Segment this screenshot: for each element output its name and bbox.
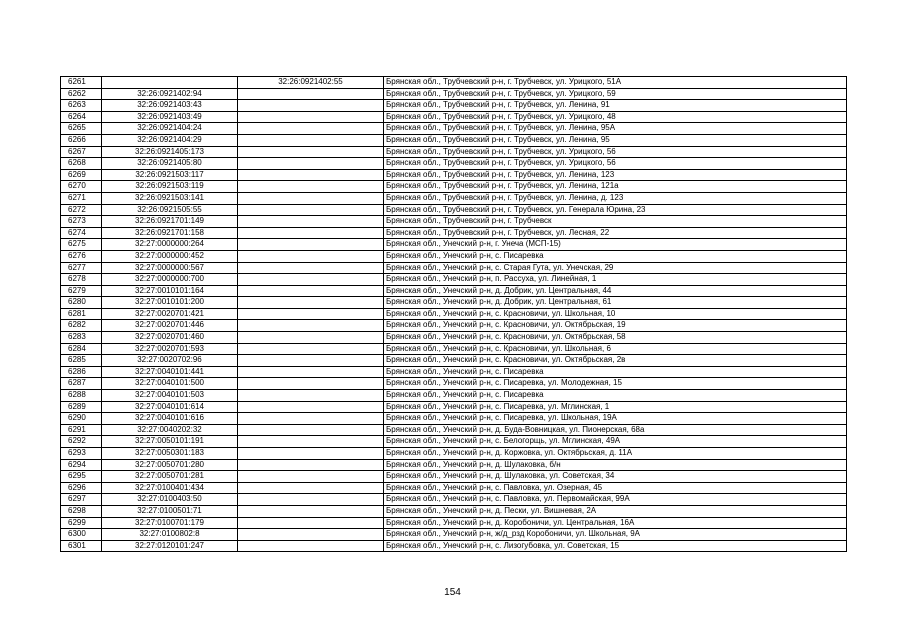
related-cadastral-number-cell xyxy=(238,158,384,170)
table-row xyxy=(61,366,847,378)
row-number-cell: 6279 xyxy=(61,285,102,297)
address-cell: Брянская обл., Унечский р-н, с. Писаревка, ул. Молодежная, 15 xyxy=(384,378,847,390)
cadastral-number-cell: 32:27:0020701:460 xyxy=(102,332,238,344)
address-cell: Брянская обл., Унечский р-н, д. Шулаковка, ул. Советская, 34 xyxy=(384,471,847,483)
table-row xyxy=(61,413,847,425)
related-cadastral-number-cell xyxy=(238,471,384,483)
table-row xyxy=(61,459,847,471)
related-cadastral-number-cell xyxy=(238,448,384,460)
related-cadastral-number-cell xyxy=(238,88,384,100)
table-row xyxy=(61,181,847,193)
table-row xyxy=(61,471,847,483)
table-row xyxy=(61,204,847,216)
related-cadastral-number-cell xyxy=(238,529,384,541)
related-cadastral-number-cell xyxy=(238,459,384,471)
address-cell: Брянская обл., Трубчевский р-н, г. Трубчевск, ул. Ленина, д. 123 xyxy=(384,192,847,204)
row-number-cell: 6269 xyxy=(61,169,102,181)
cadastral-number-cell: 32:27:0040101:503 xyxy=(102,390,238,402)
table-row xyxy=(61,262,847,274)
address-cell: Брянская обл., Трубчевский р-н, г. Трубчевск, ул. Генерала Юрина, 23 xyxy=(384,204,847,216)
row-number-cell: 6274 xyxy=(61,227,102,239)
related-cadastral-number-cell xyxy=(238,250,384,262)
cadastral-number-cell: 32:26:0921503:119 xyxy=(102,181,238,193)
address-cell: Брянская обл., Унечский р-н, с. Павловка, ул. Первомайская, 99А xyxy=(384,494,847,506)
cadastral-number-cell: 32:27:0000000:700 xyxy=(102,274,238,286)
table-row xyxy=(61,355,847,367)
address-cell: Брянская обл., Унечский р-н, с. Писаревка, ул. Школьная, 19А xyxy=(384,413,847,425)
row-number-cell: 6281 xyxy=(61,308,102,320)
address-cell: Брянская обл., Трубчевский р-н, г. Трубчевск, ул. Урицкого, 59 xyxy=(384,88,847,100)
cadastral-number-cell: 32:27:0100501:71 xyxy=(102,505,238,517)
address-cell: Брянская обл., Унечский р-н, д. Буда-Вовницкая, ул. Пионерская, 68а xyxy=(384,424,847,436)
address-cell: Брянская обл., Трубчевский р-н, г. Трубчевск, ул. Урицкого, 48 xyxy=(384,111,847,123)
cadastral-number-cell: 32:27:0040101:441 xyxy=(102,366,238,378)
table-row xyxy=(61,100,847,112)
address-cell: Брянская обл., Унечский р-н, д. Шулаковка, б/н xyxy=(384,459,847,471)
related-cadastral-number-cell xyxy=(238,505,384,517)
table-row xyxy=(61,227,847,239)
table-row xyxy=(61,424,847,436)
address-cell: Брянская обл., Унечский р-н, с. Белогорщь, ул. Мглинская, 49А xyxy=(384,436,847,448)
cadastral-number-cell: 32:26:0921503:117 xyxy=(102,169,238,181)
cadastral-number-cell: 32:27:0100802:8 xyxy=(102,529,238,541)
row-number-cell: 6294 xyxy=(61,459,102,471)
table-row xyxy=(61,401,847,413)
address-cell: Брянская обл., Трубчевский р-н, г. Трубчевск, ул. Урицкого, 56 xyxy=(384,146,847,158)
table-row xyxy=(61,517,847,529)
table-row xyxy=(61,332,847,344)
row-number-cell: 6290 xyxy=(61,413,102,425)
cadastral-number-cell: 32:27:0020702:96 xyxy=(102,355,238,367)
related-cadastral-number-cell xyxy=(238,378,384,390)
cadastral-number-cell: 32:27:0040202:32 xyxy=(102,424,238,436)
related-cadastral-number-cell xyxy=(238,517,384,529)
address-cell: Брянская обл., Трубчевский р-н, г. Трубчевск xyxy=(384,216,847,228)
address-cell: Брянская обл., Трубчевский р-н, г. Трубчевск, ул. Ленина, 121а xyxy=(384,181,847,193)
related-cadastral-number-cell xyxy=(238,285,384,297)
row-number-cell: 6300 xyxy=(61,529,102,541)
row-number-cell: 6285 xyxy=(61,355,102,367)
related-cadastral-number-cell xyxy=(238,401,384,413)
table-row xyxy=(61,88,847,100)
table-row xyxy=(61,494,847,506)
cadastral-number-cell: 32:27:0040101:500 xyxy=(102,378,238,390)
table-row xyxy=(61,192,847,204)
row-number-cell: 6272 xyxy=(61,204,102,216)
cadastral-number-cell: 32:26:0921403:43 xyxy=(102,100,238,112)
related-cadastral-number-cell xyxy=(238,227,384,239)
address-cell: Брянская обл., Трубчевский р-н, г. Трубчевск, ул. Ленина, 95 xyxy=(384,134,847,146)
related-cadastral-number-cell xyxy=(238,204,384,216)
cadastral-number-cell: 32:26:0921701:149 xyxy=(102,216,238,228)
cadastral-number-cell: 32:27:0000000:567 xyxy=(102,262,238,274)
row-number-cell: 6280 xyxy=(61,297,102,309)
cadastral-number-cell: 32:26:0921402:94 xyxy=(102,88,238,100)
address-cell: Брянская обл., Унечский р-н, с. Павловка, ул. Озерная, 45 xyxy=(384,482,847,494)
table-row xyxy=(61,436,847,448)
table-row xyxy=(61,274,847,286)
table-row xyxy=(61,285,847,297)
related-cadastral-number-cell xyxy=(238,274,384,286)
table-row xyxy=(61,343,847,355)
page-number: 154 xyxy=(444,587,461,598)
cadastral-number-cell: 32:26:0921403:49 xyxy=(102,111,238,123)
table-row xyxy=(61,529,847,541)
row-number-cell: 6278 xyxy=(61,274,102,286)
table-row xyxy=(61,239,847,251)
cadastral-number-cell: 32:27:0020701:421 xyxy=(102,308,238,320)
related-cadastral-number-cell xyxy=(238,146,384,158)
cadastral-number-cell: 32:27:0000000:452 xyxy=(102,250,238,262)
table-row xyxy=(61,77,847,89)
related-cadastral-number-cell xyxy=(238,100,384,112)
table-row xyxy=(61,505,847,517)
cadastral-number-cell: 32:27:0120101:247 xyxy=(102,540,238,552)
row-number-cell: 6261 xyxy=(61,77,102,89)
row-number-cell: 6266 xyxy=(61,134,102,146)
address-cell: Брянская обл., Трубчевский р-н, г. Трубчевск, ул. Ленина, 95А xyxy=(384,123,847,135)
table-row xyxy=(61,320,847,332)
cadastral-number-cell: 32:27:0010101:200 xyxy=(102,297,238,309)
cadastral-number-cell: 32:27:0100701:179 xyxy=(102,517,238,529)
related-cadastral-number-cell xyxy=(238,320,384,332)
cadastral-number-cell: 32:26:0921404:24 xyxy=(102,123,238,135)
address-cell: Брянская обл., Унечский р-н, с. Писаревка xyxy=(384,390,847,402)
cadastral-number-cell: 32:26:0921405:80 xyxy=(102,158,238,170)
row-number-cell: 6293 xyxy=(61,448,102,460)
table-row xyxy=(61,158,847,170)
table-row xyxy=(61,297,847,309)
cadastral-number-cell: 32:26:0921404:29 xyxy=(102,134,238,146)
cadastral-number-cell: 32:27:0050701:281 xyxy=(102,471,238,483)
cadastral-number-cell: 32:27:0100401:434 xyxy=(102,482,238,494)
related-cadastral-number-cell xyxy=(238,332,384,344)
address-cell: Брянская обл., Трубчевский р-н, г. Трубчевск, ул. Ленина, 123 xyxy=(384,169,847,181)
related-cadastral-number-cell xyxy=(238,355,384,367)
address-cell: Брянская обл., Унечский р-н, д. Добрик, ул. Центральная, 44 xyxy=(384,285,847,297)
address-cell: Брянская обл., Унечский р-н, д. Коржовка, ул. Октябрьская, д. 11А xyxy=(384,448,847,460)
row-number-cell: 6267 xyxy=(61,146,102,158)
table-row xyxy=(61,390,847,402)
property-registry-table xyxy=(60,76,847,552)
row-number-cell: 6298 xyxy=(61,505,102,517)
table-row xyxy=(61,216,847,228)
related-cadastral-number-cell: 32:26:0921402:55 xyxy=(238,77,384,89)
table-row xyxy=(61,482,847,494)
address-cell: Брянская обл., Трубчевский р-н, г. Трубчевск, ул. Урицкого, 51А xyxy=(384,77,847,89)
address-cell: Брянская обл., Унечский р-н, п. Рассуха, ул. Линейная, 1 xyxy=(384,274,847,286)
row-number-cell: 6263 xyxy=(61,100,102,112)
related-cadastral-number-cell xyxy=(238,494,384,506)
table-row xyxy=(61,146,847,158)
cadastral-number-cell: 32:27:0050101:191 xyxy=(102,436,238,448)
row-number-cell: 6299 xyxy=(61,517,102,529)
related-cadastral-number-cell xyxy=(238,111,384,123)
table-row xyxy=(61,540,847,552)
address-cell: Брянская обл., Унечский р-н, с. Лизогубовка, ул. Советская, 15 xyxy=(384,540,847,552)
related-cadastral-number-cell xyxy=(238,192,384,204)
row-number-cell: 6275 xyxy=(61,239,102,251)
row-number-cell: 6289 xyxy=(61,401,102,413)
row-number-cell: 6286 xyxy=(61,366,102,378)
related-cadastral-number-cell xyxy=(238,540,384,552)
related-cadastral-number-cell xyxy=(238,216,384,228)
related-cadastral-number-cell xyxy=(238,424,384,436)
cadastral-number-cell: 32:27:0050701:280 xyxy=(102,459,238,471)
related-cadastral-number-cell xyxy=(238,169,384,181)
cadastral-number-cell: 32:27:0020701:593 xyxy=(102,343,238,355)
address-cell: Брянская обл., Унечский р-н, с. Красновичи, ул. Октябрьская, 2в xyxy=(384,355,847,367)
row-number-cell: 6277 xyxy=(61,262,102,274)
related-cadastral-number-cell xyxy=(238,390,384,402)
row-number-cell: 6291 xyxy=(61,424,102,436)
row-number-cell: 6288 xyxy=(61,390,102,402)
table-row xyxy=(61,308,847,320)
row-number-cell: 6284 xyxy=(61,343,102,355)
table-row xyxy=(61,378,847,390)
address-cell: Брянская обл., Унечский р-н, с. Писаревка, ул. Мглинская, 1 xyxy=(384,401,847,413)
address-cell: Брянская обл., Трубчевский р-н, г. Трубчевск, ул. Урицкого, 56 xyxy=(384,158,847,170)
address-cell: Брянская обл., Унечский р-н, с. Красновичи, ул. Школьная, 6 xyxy=(384,343,847,355)
row-number-cell: 6301 xyxy=(61,540,102,552)
row-number-cell: 6282 xyxy=(61,320,102,332)
related-cadastral-number-cell xyxy=(238,123,384,135)
row-number-cell: 6296 xyxy=(61,482,102,494)
row-number-cell: 6297 xyxy=(61,494,102,506)
cadastral-number-cell: 32:26:0921505:55 xyxy=(102,204,238,216)
related-cadastral-number-cell xyxy=(238,297,384,309)
row-number-cell: 6292 xyxy=(61,436,102,448)
row-number-cell: 6268 xyxy=(61,158,102,170)
row-number-cell: 6287 xyxy=(61,378,102,390)
cadastral-number-cell: 32:27:0010101:164 xyxy=(102,285,238,297)
address-cell: Брянская обл., Унечский р-н, д. Коробоничи, ул. Центральная, 16А xyxy=(384,517,847,529)
row-number-cell: 6295 xyxy=(61,471,102,483)
address-cell: Брянская обл., Унечский р-н, д. Пески, ул. Вишневая, 2А xyxy=(384,505,847,517)
row-number-cell: 6276 xyxy=(61,250,102,262)
table-row xyxy=(61,169,847,181)
related-cadastral-number-cell xyxy=(238,482,384,494)
cadastral-number-cell: 32:27:0040101:614 xyxy=(102,401,238,413)
address-cell: Брянская обл., Унечский р-н, с. Красновичи, ул. Октябрьская, 58 xyxy=(384,332,847,344)
cadastral-number-cell: 32:27:0020701:446 xyxy=(102,320,238,332)
table-row xyxy=(61,448,847,460)
related-cadastral-number-cell xyxy=(238,413,384,425)
address-cell: Брянская обл., Унечский р-н, с. Красновичи, ул. Октябрьская, 19 xyxy=(384,320,847,332)
row-number-cell: 6265 xyxy=(61,123,102,135)
row-number-cell: 6271 xyxy=(61,192,102,204)
related-cadastral-number-cell xyxy=(238,181,384,193)
cadastral-number-cell: 32:26:0921503:141 xyxy=(102,192,238,204)
related-cadastral-number-cell xyxy=(238,262,384,274)
related-cadastral-number-cell xyxy=(238,436,384,448)
row-number-cell: 6264 xyxy=(61,111,102,123)
row-number-cell: 6270 xyxy=(61,181,102,193)
related-cadastral-number-cell xyxy=(238,366,384,378)
related-cadastral-number-cell xyxy=(238,239,384,251)
address-cell: Брянская обл., Трубчевский р-н, г. Трубчевск, ул. Ленина, 91 xyxy=(384,100,847,112)
cadastral-number-cell: 32:26:0921701:158 xyxy=(102,227,238,239)
registry-table-body xyxy=(61,77,847,552)
table-row xyxy=(61,111,847,123)
address-cell: Брянская обл., Унечский р-н, с. Старая Гута, ул. Унечская, 29 xyxy=(384,262,847,274)
related-cadastral-number-cell xyxy=(238,308,384,320)
cadastral-number-cell xyxy=(102,77,238,89)
address-cell: Брянская обл., Трубчевский р-н, г. Трубчевск, ул. Лесная, 22 xyxy=(384,227,847,239)
cadastral-number-cell: 32:26:0921405:173 xyxy=(102,146,238,158)
related-cadastral-number-cell xyxy=(238,134,384,146)
row-number-cell: 6273 xyxy=(61,216,102,228)
cadastral-number-cell: 32:27:0000000:264 xyxy=(102,239,238,251)
address-cell: Брянская обл., Унечский р-н, д. Добрик, ул. Центральная, 61 xyxy=(384,297,847,309)
address-cell: Брянская обл., Унечский р-н, г. Унеча (МСП-15) xyxy=(384,239,847,251)
address-cell: Брянская обл., Унечский р-н, ж/д_рзд Коробоничи, ул. Школьная, 9А xyxy=(384,529,847,541)
cadastral-number-cell: 32:27:0040101:616 xyxy=(102,413,238,425)
table-row xyxy=(61,250,847,262)
address-cell: Брянская обл., Унечский р-н, с. Писаревка xyxy=(384,250,847,262)
row-number-cell: 6283 xyxy=(61,332,102,344)
table-row xyxy=(61,134,847,146)
address-cell: Брянская обл., Унечский р-н, с. Писаревка xyxy=(384,366,847,378)
row-number-cell: 6262 xyxy=(61,88,102,100)
table-row xyxy=(61,123,847,135)
cadastral-number-cell: 32:27:0100403:50 xyxy=(102,494,238,506)
related-cadastral-number-cell xyxy=(238,343,384,355)
cadastral-number-cell: 32:27:0050301:183 xyxy=(102,448,238,460)
address-cell: Брянская обл., Унечский р-н, с. Красновичи, ул. Школьная, 10 xyxy=(384,308,847,320)
